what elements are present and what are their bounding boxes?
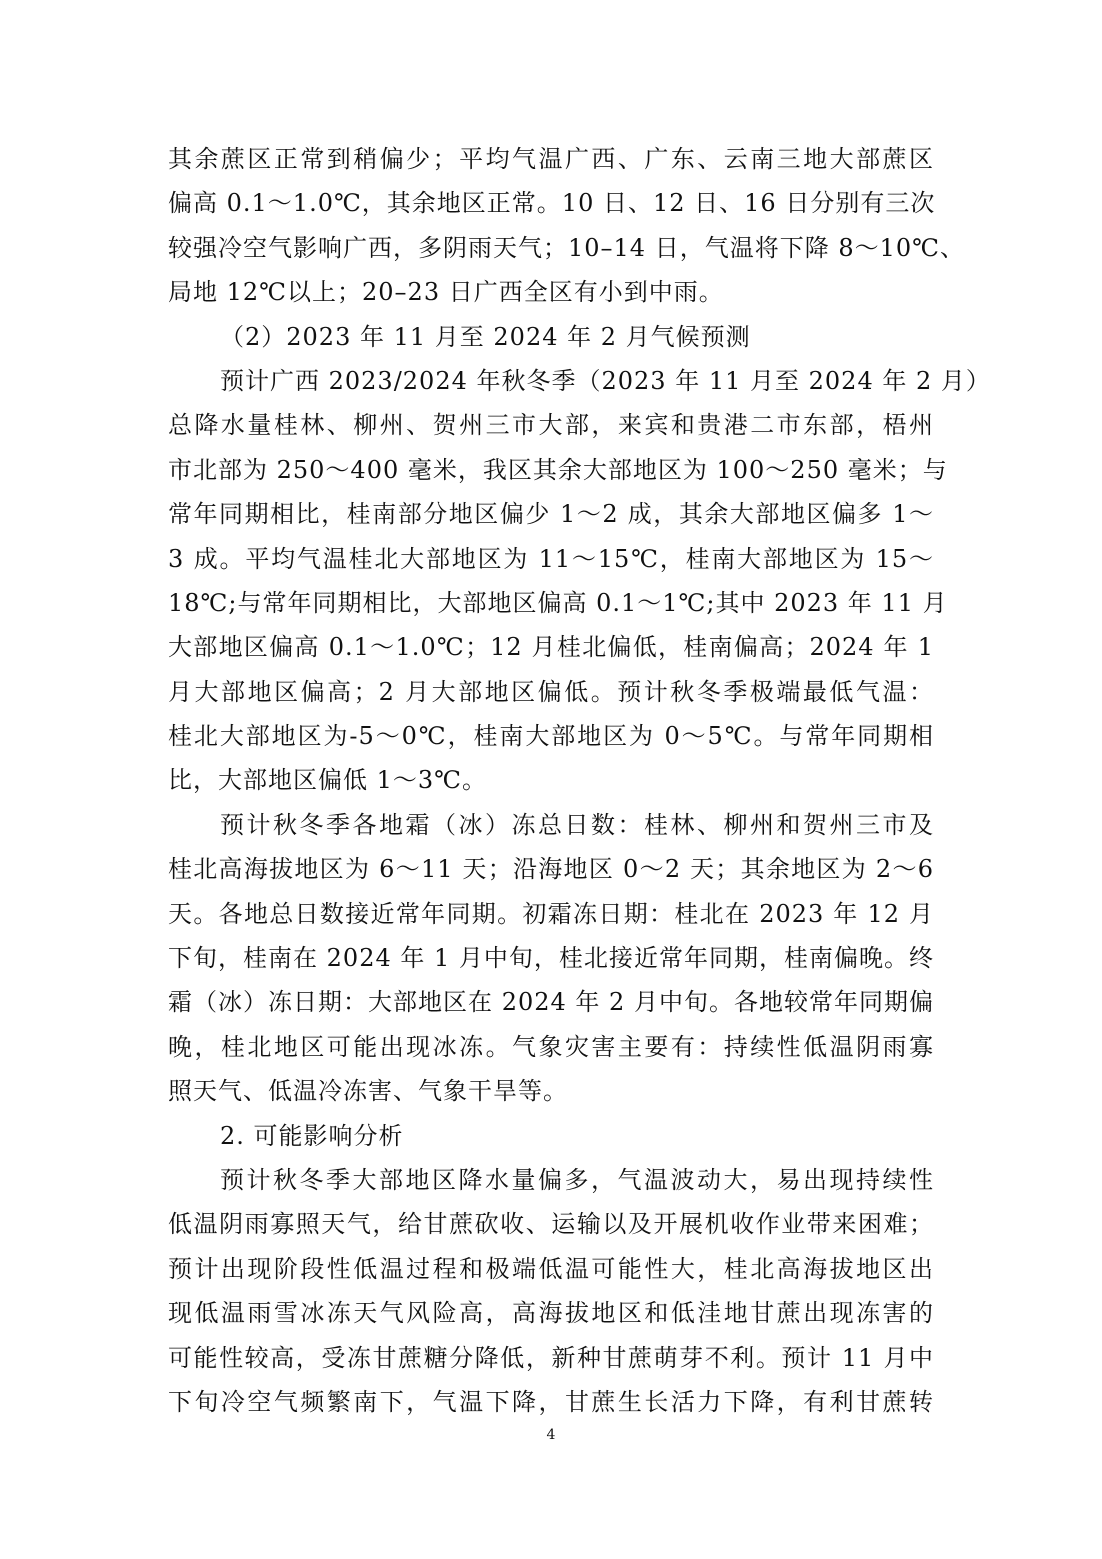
text-line: 预计秋冬季大部地区降水量偏多，气温波动大，易出现持续性 [220,1165,934,1194]
text-line: 晚，桂北地区可能出现冰冻。气象灾害主要有：持续性低温阴雨寡 [168,1032,934,1061]
text-line: 常年同期相比，桂南部分地区偏少 1～2 成，其余大部地区偏多 1～ [168,500,934,529]
text-line: 桂北高海拔地区为 6～11 天；沿海地区 0～2 天；其余地区为 2～6 [168,855,934,884]
text-line: 其余蔗区正常到稍偏少；平均气温广西、广东、云南三地大部蔗区 [168,145,934,173]
page-number: 4 [546,1427,556,1443]
text-line: 低温阴雨寡照天气，给甘蔗砍收、运输以及开展机收作业带来困难； [168,1210,934,1239]
text-line: 现低温雨雪冰冻天气风险高，高海拔地区和低洼地甘蔗出现冻害的 [168,1299,934,1328]
text-line: 大部地区偏高 0.1～1.0℃；12 月桂北偏低，桂南偏高；2024 年 1 [168,633,934,662]
text-line: 天。各地总日数接近常年同期。初霜冻日期：桂北在 2023 年 12 月 [168,899,934,928]
text-line: 局地 12℃以上；20–23 日广西全区有小到中雨。 [168,278,724,307]
text-line: 下旬冷空气频繁南下，气温下降，甘蔗生长活力下降，有利甘蔗转 [168,1387,934,1416]
text-line: 3 成。平均气温桂北大部地区为 11～15℃，桂南大部地区为 15～ [168,544,934,573]
text-line: 偏高 0.1～1.0℃，其余地区正常。10 日、12 日、16 日分别有三次 [168,189,936,218]
text-line: 预计广西 2023/2024 年秋冬季（2023 年 11 月至 2024 年 2 月） [220,366,991,395]
body-text [168,137,991,1424]
text-line: 预计秋冬季各地霜（冰）冻总日数：桂林、柳州和贺州三市及 [220,810,934,839]
text-line: 较强冷空气影响广西，多阴雨天气；10–14 日，气温将下降 8～10℃、 [168,233,965,262]
text-line: 总降水量桂林、柳州、贺州三市大部，来宾和贵港二市东部，梧州 [168,411,934,440]
section-heading: 2. 可能影响分析 [220,1121,404,1150]
text-line: 预计出现阶段性低温过程和极端低温可能性大，桂北高海拔地区出 [168,1254,934,1283]
text-line: 市北部为 250～400 毫米，我区其余大部地区为 100～250 毫米；与 [168,455,948,484]
text-line: 可能性较高，受冻甘蔗糖分降低，新种甘蔗萌芽不利。预计 11 月中 [168,1343,934,1372]
section-heading: （2）2023 年 11 月至 2024 年 2 月气候预测 [220,322,751,351]
text-line: 比，大部地区偏低 1～3℃。 [168,766,488,795]
text-line: 下旬，桂南在 2024 年 1 月中旬，桂北接近常年同期，桂南偏晚。终 [168,944,934,973]
text-line: 18℃;与常年同期相比，大部地区偏高 0.1～1℃;其中 2023 年 11 月 [168,588,948,617]
text-line: 照天气、低温冷冻害、气象干旱等。 [168,1077,568,1106]
text-line: 霜（冰）冻日期：大部地区在 2024 年 2 月中旬。各地较常年同期偏 [168,988,934,1017]
text-line: 月大部地区偏高；2 月大部地区偏低。预计秋冬季极端最低气温： [168,677,934,706]
text-line: 桂北大部地区为-5～0℃，桂南大部地区为 0～5℃。与常年同期相 [168,722,934,751]
